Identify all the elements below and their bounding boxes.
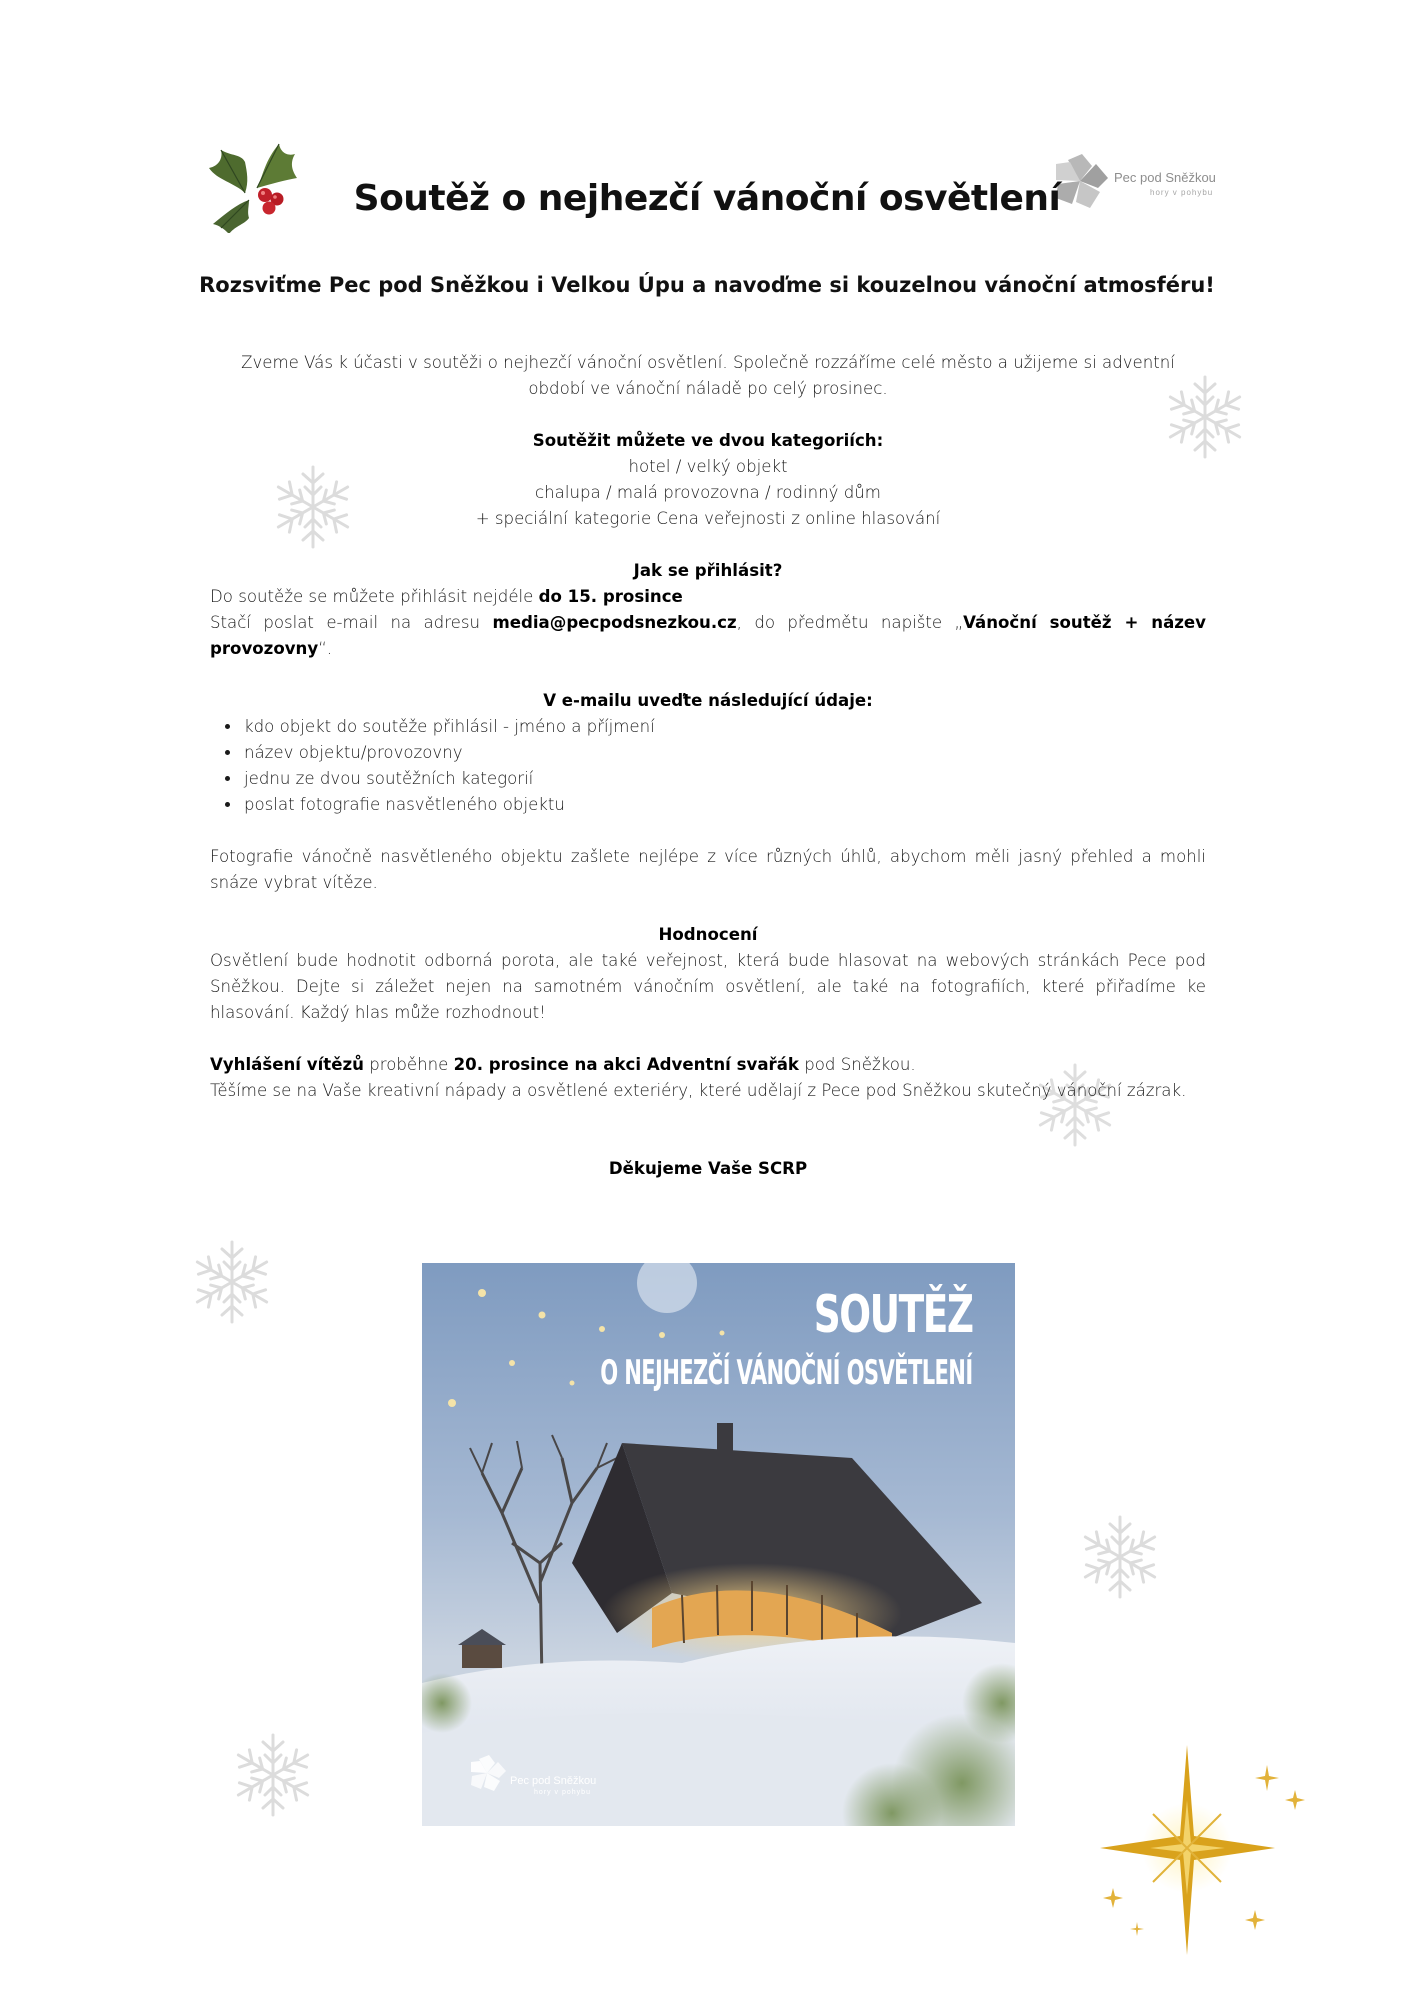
signup-deadline-date: do 15. prosince xyxy=(538,587,683,606)
contest-poster-image xyxy=(422,1263,1015,1826)
announcement-text: pod Sněžkou. xyxy=(798,1055,916,1074)
requirements-list xyxy=(210,714,1206,818)
page-subtitle: Rozsviťme Pec pod Sněžkou i Velkou Úpu a navoďme si kouzelnou vánoční atmosféru! xyxy=(199,273,1215,297)
poster-logo-tagline: hory v pohybu xyxy=(534,1789,591,1796)
signup-email-instructions xyxy=(210,610,1206,662)
evaluation-heading: Hodnocení xyxy=(658,925,758,944)
snowflake-icon xyxy=(228,1730,318,1820)
gold-star-decoration xyxy=(1095,1740,1320,1970)
logo-name: Pec pod Sněžkou xyxy=(1114,170,1216,185)
evaluation-text: Osvětlení bude hodnotit odborná porota, ale také veřejnost, která bude hlasovat na webových stránkách Pece pod Sněžkou. Dejte si záležet nejen na samotném vánočním osvětlení, ale také na fotografiích, které přiřadíme ke hlasování. Každý hlas může rozhodnout! xyxy=(210,951,1206,1022)
closing-text: Těšíme se na Vaše kreativní nápady a osvětlené exteriéry, které udělají z Pece pod Sněžkou skutečný vánoční zázrak. xyxy=(210,1081,1187,1100)
announcement xyxy=(210,1052,1206,1078)
content-body xyxy=(210,350,1206,1182)
list-item: • jednu ze dvou soutěžních kategorií xyxy=(242,766,1206,792)
announcement-bold: 20. prosince na akci Adventní svařák xyxy=(453,1055,799,1074)
signup-email-address: media@pecpodsnezkou.cz xyxy=(492,613,737,632)
thanks-signature: Děkujeme Vaše SCRP xyxy=(608,1159,808,1178)
snowflake-icon xyxy=(1075,1512,1165,1602)
requirements-heading: V e-mailu uveďte následující údaje: xyxy=(543,691,873,710)
announcement-bold: Vyhlášení vítězů xyxy=(210,1055,364,1074)
category-item: chalupa / malá provozovna / rodinný dům xyxy=(535,483,881,502)
signup-deadline-text: Do soutěže se můžete přihlásit nejdéle xyxy=(210,587,539,606)
snowflake-icon xyxy=(187,1237,277,1327)
poster-illustration xyxy=(422,1263,1015,1826)
signup-email-text: , do předmětu napište „ xyxy=(736,613,964,632)
signup-deadline xyxy=(210,584,1206,610)
intro-line-2: období ve vánoční náladě po celý prosinec. xyxy=(528,379,888,398)
announcement-text: proběhne xyxy=(363,1055,454,1074)
signup-heading: Jak se přihlásit? xyxy=(633,561,783,580)
category-item: hotel / velký objekt xyxy=(628,457,788,476)
intro-line-1: Zveme Vás k účasti v soutěži o nejhezčí vánoční osvětlení. Společně rozzáříme celé město a užijeme si adventní xyxy=(241,353,1175,372)
signup-email-text: “. xyxy=(318,639,333,658)
poster-title-line-1: SOUTĚŽ xyxy=(814,1285,973,1345)
page-title: Soutěž o nejhezčí vánoční osvětlení xyxy=(353,178,1061,219)
poster-title-line-2: O NEJHEZČÍ VÁNOČNÍ OSVĚTLENÍ xyxy=(600,1353,973,1393)
list-item: • kdo objekt do soutěže přihlásil - jméno a příjmení xyxy=(242,714,1206,740)
photos-note: Fotografie vánočně nasvětleného objektu zašlete nejlépe z více různých úhlů, abychom měli jasný přehled a mohli snáze vybrat vítěze. xyxy=(210,847,1206,892)
logo-tagline: hory v pohybu xyxy=(1150,188,1214,197)
categories-heading: Soutěžit můžete ve dvou kategoriích: xyxy=(532,431,884,450)
poster-logo-name: Pec pod Sněžkou xyxy=(510,1775,597,1787)
signup-email-subject: Vánoční soutěž + název provozovny xyxy=(210,613,1206,658)
signup-email-text: Stačí poslat e-mail na adresu xyxy=(210,613,493,632)
category-item: + speciální kategorie Cena veřejnosti z online hlasování xyxy=(475,509,941,528)
list-item: • název objektu/provozovny xyxy=(242,740,1206,766)
list-item: • poslat fotografie nasvětleného objektu xyxy=(242,792,1206,818)
